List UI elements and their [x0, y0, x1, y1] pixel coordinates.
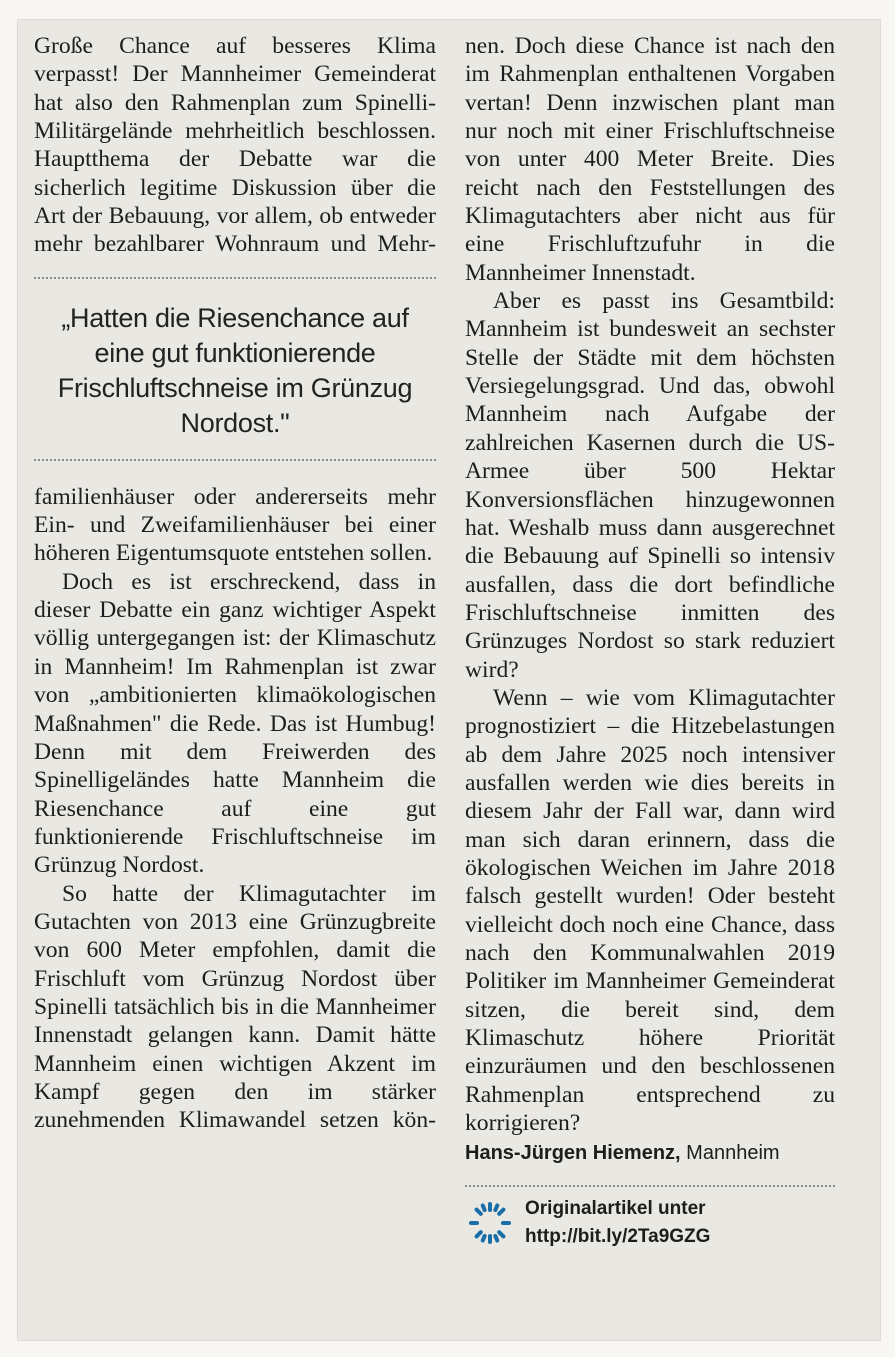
- author-byline: [465, 1139, 835, 1167]
- author-name: Hans-Jürgen Hiemenz,: [465, 1142, 681, 1165]
- source-link-box[interactable]: [465, 1195, 835, 1251]
- source-text[interactable]: [525, 1195, 710, 1251]
- article-continuation-left: familienhäuser oder andererseits mehr Ein- und Zweifamilienhäuser bei einer höheren Eigentumsquote entstehen sollen.: [34, 483, 436, 567]
- link-burst-icon: [465, 1198, 515, 1248]
- source-url[interactable]: http://bit.ly/2Ta9GZG: [525, 1226, 711, 1248]
- article-paragraph-3: So hatte der Klimagutachter im Gutachten von 2013 eine Grünzugbreite von 600 Meter empfohlen, damit die Frischluft vom Grünzug Nordost über Spinelli tatsächlich bis in die Mannheimer Innenstadt gelangen kann. Damit hätte Mannheim einen wichtigen Akzent im Kampf gegen den im stärker zunehmenden Klimawandel setzen kön-: [34, 880, 436, 1134]
- divider-bottom: [34, 459, 436, 461]
- article-intro: Große Chance auf besseres Klima verpasst! Der Mannheimer Gemeinderat hat also den Rahmenplan zum Spinelli-Militärgelände mehrheitlich beschlossen. Hauptthema der Debatte war die sicherlich legitime Diskussion über die Art der Bebauung, vor allem, ob entweder mehr bezahlbarer Wohnraum und Mehr-: [34, 33, 436, 258]
- right-column: [465, 32, 835, 1251]
- article-paragraph-2: Doch es ist erschreckend, dass in dieser Debatte ein ganz wichtiger Aspekt völlig untergegangen ist: der Klimaschutz in Mannheim! Im Rahmenplan ist zwar von „ambitionierten klimaökologischen Maßnahmen" die Rede. Das ist Humbug! Denn mit dem Freiwerden des Spinelligeländes hatte Mannheim die Riesenchance auf eine gut funktionierende Frischluftschneise im Grünzug Nordost.: [34, 568, 436, 879]
- pull-quote: „Hatten die Riesenchance auf eine gut funktionierende Frischluftschneise im Grünzug Nordost.": [57, 302, 413, 438]
- left-column: [34, 32, 436, 1135]
- source-label: Originalartikel unter: [525, 1198, 706, 1220]
- author-city: Mannheim: [686, 1142, 780, 1165]
- divider-footer: [465, 1185, 835, 1187]
- article-paragraph-4: Aber es passt ins Gesamtbild: Mannheim ist bundesweit an sechster Stelle der Städte mit dem höchsten Versiegelungsgrad. Und das, obwohl Mannheim nach Aufgabe der zahlreichen Kasernen durch die US-Armee über 500 Hektar Konversionsflächen hinzugewonnen hat. Weshalb muss dann ausgerechnet die Bebauung auf Spinelli so intensiv ausfallen, dass die dort befindliche Frischluftschneise inmitten des Grünzuges Nordost so stark reduziert wird?: [465, 288, 835, 683]
- article-continuation-right: nen. Doch diese Chance ist nach den im Rahmenplan enthaltenen Vorgaben vertan! Denn inzwischen plant man nur noch mit einer Frischluftschneise von unter 400 Meter Breite. Dies reicht nach den Feststellungen des Klimagutachters aber nicht aus für eine Frischluftzufuhr in die Mannheimer Innenstadt.: [465, 33, 835, 286]
- article-paragraph-5: Wenn – wie vom Klimagutachter prognostiziert – die Hitzebelastungen ab dem Jahre 2025 noch intensiver ausfallen werden wie dies bereits in diesem Jahr der Fall war, dann wird man sich daran erinnern, dass die ökologischen Weichen im Jahre 2018 falsch gestellt wurden! Oder besteht vielleicht doch noch eine Chance, dass nach den Kommunalwahlen 2019 Politiker im Mannheimer Gemeinderat sitzen, die bereit sind, dem Klimaschutz höhere Priorität einzuräumen und den beschlossenen Rahmenplan entsprechend zu korrigieren?: [465, 684, 835, 1137]
- divider-top: [34, 277, 436, 279]
